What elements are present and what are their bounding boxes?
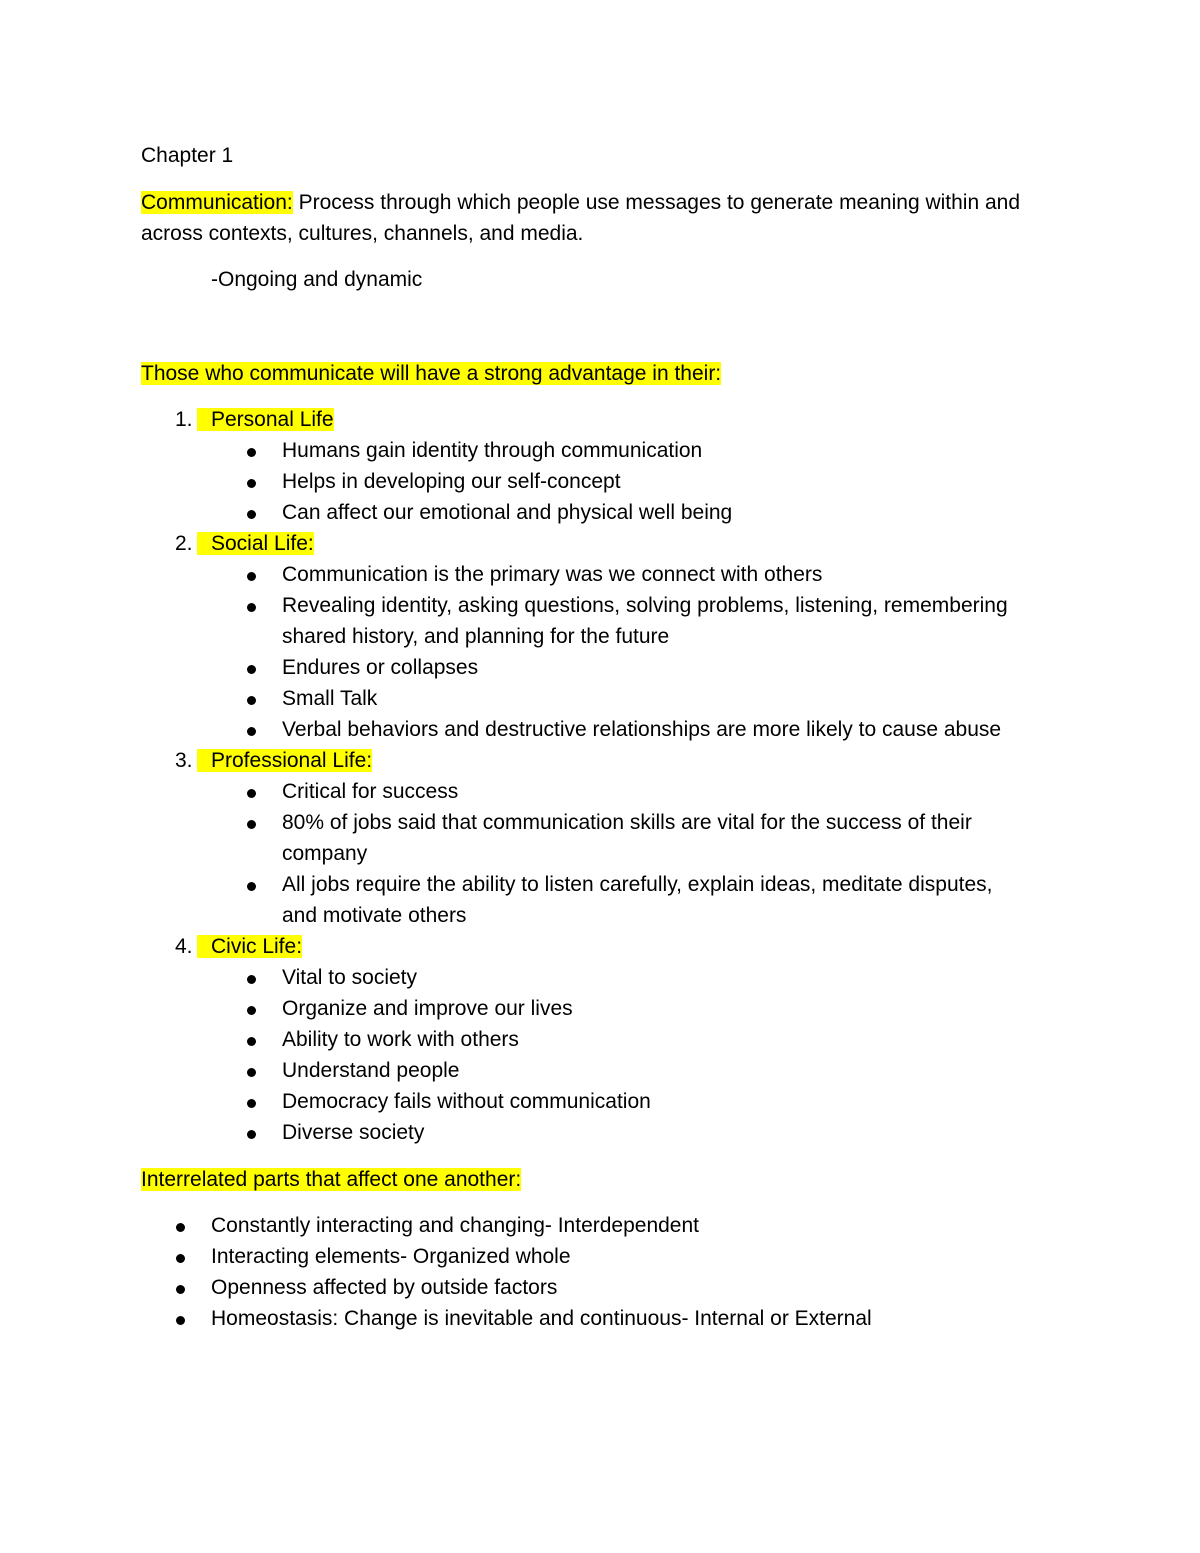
bullet-icon	[176, 1254, 185, 1263]
definition-term: Communication:	[141, 191, 293, 214]
list-item: Helps in developing our self-concept	[282, 470, 621, 493]
list-item: Diverse society	[282, 1121, 425, 1144]
chapter-title: Chapter 1	[141, 144, 234, 167]
list-item: Constantly interacting and changing- Interdependent	[211, 1214, 700, 1237]
bullet-icon	[247, 789, 256, 798]
section-label-personal-life: Personal Life	[197, 406, 334, 434]
interrelated-heading: Interrelated parts that affect one another:	[141, 1168, 522, 1191]
bullet-icon	[247, 975, 256, 984]
section-label-professional-life: Professional Life:	[197, 747, 372, 775]
list-item: Organize and improve our lives	[282, 997, 573, 1020]
bullet-icon	[247, 603, 256, 612]
bullet-icon	[247, 1006, 256, 1015]
section-number: 4.	[175, 935, 193, 958]
list-item: Interacting elements- Organized whole	[211, 1245, 571, 1268]
list-item: Humans gain identity through communication	[282, 439, 703, 462]
list-item: Democracy fails without communication	[282, 1090, 651, 1113]
bullet-icon	[247, 696, 256, 705]
section-number: 1.	[175, 408, 193, 431]
definition-text-1: Process through which people use messages to generate meaning within and	[292, 191, 1021, 214]
list-item: Endures or collapses	[282, 656, 479, 679]
list-item: Small Talk	[282, 687, 378, 710]
list-item: Communication is the primary was we connect with others	[282, 563, 823, 586]
section-label-social-life: Social Life:	[197, 530, 314, 558]
bullet-icon	[247, 448, 256, 457]
bullet-icon	[247, 820, 256, 829]
bullet-icon	[247, 572, 256, 581]
list-item: Verbal behaviors and destructive relationships are more likely to cause abuse	[282, 718, 1002, 741]
list-item: 80% of jobs said that communication skills are vital for the success of their	[282, 811, 972, 834]
list-item: Vital to society	[282, 966, 418, 989]
section-number: 3.	[175, 749, 193, 772]
bullet-icon	[247, 1130, 256, 1139]
bullet-icon	[247, 1037, 256, 1046]
bullet-icon	[247, 1068, 256, 1077]
bullet-icon	[176, 1316, 185, 1325]
advantage-heading: Those who communicate will have a strong advantage in their:	[141, 362, 722, 385]
list-item: Ability to work with others	[282, 1028, 519, 1051]
section-label-civic-life: Civic Life:	[197, 933, 302, 961]
definition-line-2: across contexts, cultures, channels, and media.	[141, 222, 584, 245]
list-item-continuation: company	[282, 842, 368, 865]
list-item: Can affect our emotional and physical well being	[282, 501, 733, 524]
list-item: Revealing identity, asking questions, solving problems, listening, remembering	[282, 594, 1008, 617]
bullet-icon	[247, 510, 256, 519]
bullet-icon	[247, 727, 256, 736]
definition-note: -Ongoing and dynamic	[211, 268, 423, 291]
bullet-icon	[247, 1099, 256, 1108]
list-item: All jobs require the ability to listen carefully, explain ideas, meditate disputes,	[282, 873, 993, 896]
list-item: Homeostasis: Change is inevitable and continuous- Internal or External	[211, 1307, 872, 1330]
list-item-continuation: and motivate others	[282, 904, 467, 927]
bullet-icon	[247, 479, 256, 488]
list-item: Openness affected by outside factors	[211, 1276, 558, 1299]
bullet-icon	[176, 1285, 185, 1294]
section-number: 2.	[175, 532, 193, 555]
list-item: Critical for success	[282, 780, 459, 803]
definition-line-1	[141, 189, 1020, 217]
list-item-continuation: shared history, and planning for the future	[282, 625, 670, 648]
bullet-icon	[247, 665, 256, 674]
bullet-icon	[176, 1223, 185, 1232]
list-item: Understand people	[282, 1059, 460, 1082]
bullet-icon	[247, 882, 256, 891]
